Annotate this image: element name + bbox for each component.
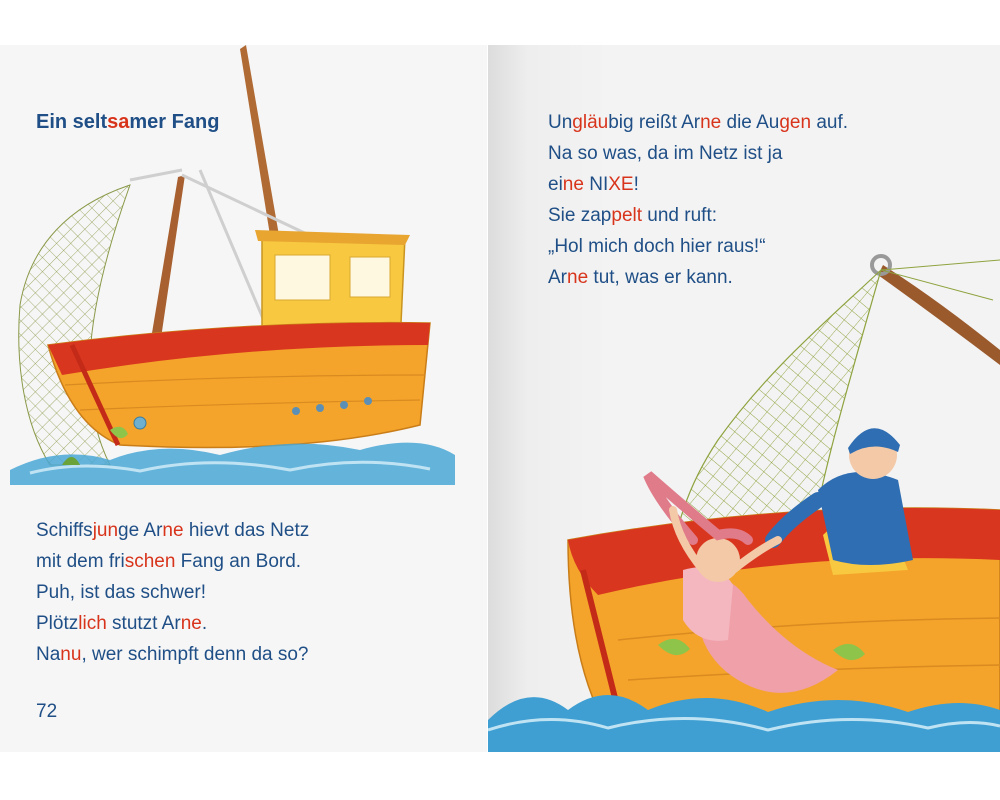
syllable-highlight: ne (562, 174, 584, 195)
fishing-boat-illustration (0, 45, 487, 485)
syllable-highlight: pelt (611, 205, 643, 226)
text-line (548, 200, 848, 231)
page-number: 72 (36, 701, 58, 722)
text-segment: Sie zap (548, 205, 612, 226)
left-story-text (36, 515, 309, 670)
text-line (548, 107, 848, 138)
text-segment: ! (633, 174, 639, 195)
text-segment: hievt das Netz (183, 520, 310, 541)
syllable-highlight: ne (567, 267, 589, 288)
text-segment: „Hol mich doch hier raus!“ (548, 236, 766, 257)
text-segment: , wer schimpft denn da so? (81, 644, 309, 665)
syllable-highlight: XE (608, 174, 634, 195)
syllable-highlight: sa (107, 111, 130, 133)
text-segment: ei (548, 174, 563, 195)
syllable-highlight: nu (60, 644, 82, 665)
text-segment: Plötz (36, 613, 79, 634)
text-segment: Na so was, da im Netz ist ja (548, 143, 783, 164)
text-segment: Ar (548, 267, 567, 288)
text-segment: auf. (811, 112, 849, 133)
text-line (36, 639, 309, 670)
text-line (36, 608, 309, 639)
text-line (36, 577, 309, 608)
text-segment: mit dem fri (36, 551, 125, 572)
left-page (0, 45, 487, 752)
text-segment: Un (548, 112, 573, 133)
syllable-highlight: lich (78, 613, 107, 634)
text-line (36, 546, 309, 577)
syllable-highlight: gläu (572, 112, 609, 133)
syllable-highlight: jun (92, 520, 119, 541)
text-line (548, 169, 848, 200)
text-segment: Fang an Bord. (175, 551, 302, 572)
text-segment: tut, was er kann. (588, 267, 733, 288)
text-segment: Schiffs (36, 520, 93, 541)
text-segment: und ruft: (642, 205, 718, 226)
text-segment: Ein selt (36, 111, 108, 133)
text-line (548, 138, 848, 169)
text-segment: NI (583, 174, 609, 195)
syllable-highlight: ne (162, 520, 184, 541)
syllable-highlight: ne (180, 613, 202, 634)
text-segment: ge Ar (118, 520, 163, 541)
text-line (36, 515, 309, 546)
text-segment: Puh, ist das schwer! (36, 582, 207, 603)
text-segment: big reißt Ar (608, 112, 701, 133)
text-segment: Na (36, 644, 61, 665)
syllable-highlight: gen (779, 112, 812, 133)
text-segment: stutzt Ar (106, 613, 181, 634)
text-segment: . (201, 613, 208, 634)
text-segment: die Au (721, 112, 780, 133)
syllable-highlight: schen (124, 551, 176, 572)
right-page (488, 45, 1000, 752)
text-segment: mer Fang (129, 111, 220, 133)
boy-hauling-mermaid-in-net-illustration (488, 240, 1000, 752)
syllable-highlight: ne (700, 112, 722, 133)
